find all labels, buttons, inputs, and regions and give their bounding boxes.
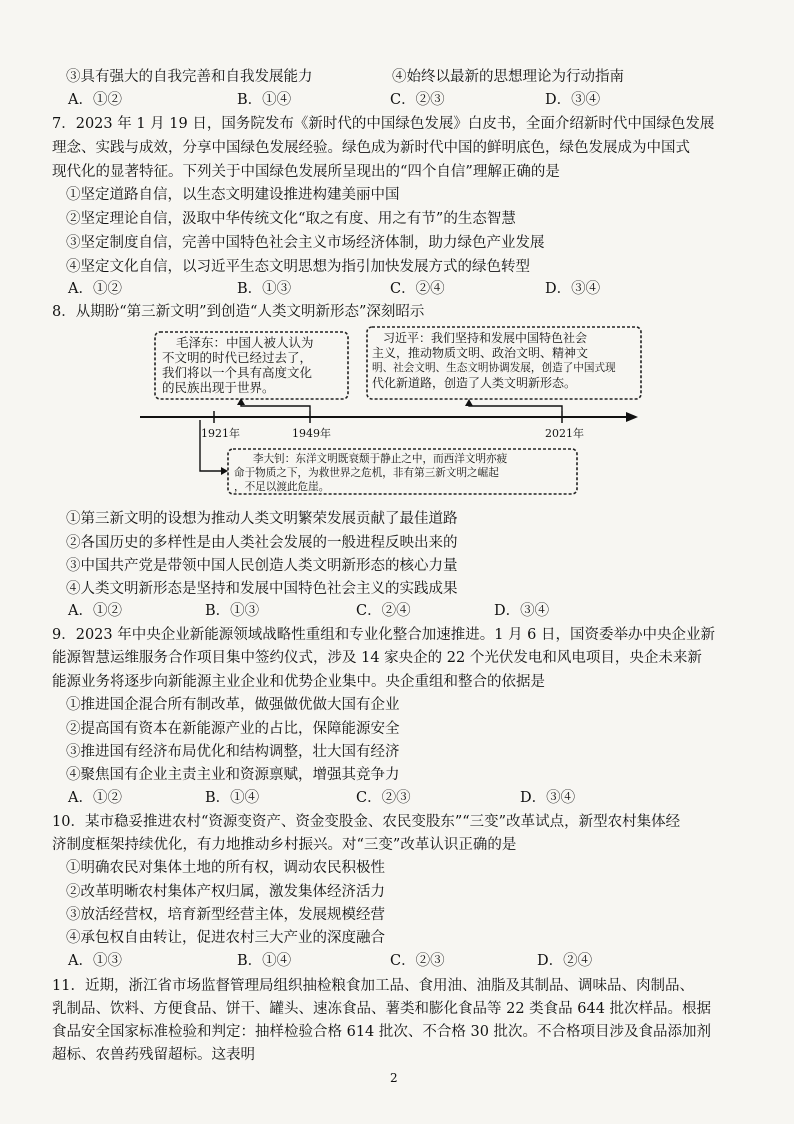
q7-choice-c: C．②④ (390, 281, 445, 297)
q10-option-2: ②改革明晰农村集体产权归属，激发集体经济活力 (66, 884, 385, 900)
q7-option-3: ③坚定制度自信，完善中国特色社会主义市场经济体制，助力绿色产业发展 (66, 235, 545, 251)
q9-stem-line-3: 能源业务将逐步向新能源主业企业和优势企业集中。央企重组和整合的依据是 (52, 674, 545, 690)
q10-choice-c: C．②③ (390, 953, 445, 969)
q7-option-1: ①坚定道路自信，以生态文明建设推进构建美丽中国 (66, 187, 400, 203)
q9-option-2: ②提高国有资本在新能源产业的占比，保障能源安全 (66, 721, 400, 737)
q7-choice-b: B．①③ (237, 281, 292, 297)
page-number: 2 (390, 1071, 398, 1085)
q8-choice-b: B．①③ (205, 603, 260, 619)
q9-stem-line-2: 能源智慧运维服务合作项目集中签约仪式，涉及 14 家央企的 22 个光伏发电和风电项目，央企未来新 (52, 650, 702, 666)
q6-option-4: ④始终以最新的思想理论为行动指南 (392, 69, 624, 85)
q8-xi-line-4: 代化新道路，创造了人类文明新形态。 (372, 376, 577, 390)
q7-option-4: ④坚定文化自信，以习近平生态文明思想为指引加快发展方式的绿色转型 (66, 259, 530, 275)
q11-stem-line-4: 超标、农兽药残留超标。这表明 (52, 1047, 255, 1063)
q10-option-3: ③放活经营权，培育新型经营主体，发展规模经营 (66, 907, 385, 923)
q7-stem-line-1: 7．2023 年 1 月 19 日，国务院发布《新时代的中国绿色发展》白皮书，全面介绍新时代中国绿色发展 (52, 116, 715, 132)
q8-mao-line-4: 的民族出现于世界。 (162, 380, 275, 395)
q7-stem-line-2: 理念、实践与成效，分享中国绿色发展经验。绿色成为新时代中国的鲜明底色，绿色发展成为中国式 (52, 140, 690, 156)
q6-choice-a: A．①② (68, 92, 122, 108)
q8-axis-arrowhead (626, 412, 638, 422)
q8-option-3: ③中国共产党是带领中国人民创造人类文明新形态的核心力量 (66, 558, 458, 574)
q9-option-3: ③推进国有经济布局优化和结构调整，壮大国有经济 (66, 744, 400, 760)
q8-arrow-li (221, 467, 228, 475)
q8-connector-2021 (469, 403, 562, 411)
q9-choice-b: B．①④ (205, 790, 260, 806)
q10-choice-a: A．①③ (68, 953, 122, 969)
q8-mao-line-1: 毛泽东：中国人被人认为 (176, 335, 314, 350)
q8-option-4: ④人类文明新形态是坚持和发展中国特色社会主义的实践成果 (66, 581, 458, 597)
q8-year-1949: 1949年 (292, 427, 331, 440)
q8-arrow-mao (237, 398, 245, 405)
q9-choice-a: A．①② (68, 790, 122, 806)
q9-option-1: ①推进国企混合所有制改革，做强做优做大国有企业 (66, 697, 400, 713)
q8-xi-line-2: 主义，推动物质文明、政治文明、精神文 (372, 346, 589, 360)
q10-option-1: ①明确农民对集体土地的所有权，调动农民积极性 (66, 860, 385, 876)
q8-choice-c: C．②④ (356, 603, 411, 619)
q8-mao-line-2: 不文明的时代已经过去了， (162, 350, 313, 365)
q8-li-line-2: 命于物质之下，为救世界之危机，非有第三新文明之崛起 (234, 467, 499, 479)
q8-arrow-xi (465, 399, 473, 406)
q10-choice-b: B．①④ (237, 953, 292, 969)
q9-choice-d: D．③④ (520, 790, 576, 806)
q8-option-2: ②各国历史的多样性是由人类社会发展的一般进程反映出来的 (66, 535, 458, 551)
q10-option-4: ④承包权自由转让，促进农村三大产业的深度融合 (66, 930, 385, 946)
q6-choice-c: C．②③ (390, 92, 445, 108)
q8-option-1: ①第三新文明的设想为推动人类文明繁荣发展贡献了最佳道路 (66, 511, 458, 527)
q7-choice-a: A．①② (68, 281, 122, 297)
q8-stem: 8．从期盼“第三新文明”到创造“人类文明新形态”深刻昭示 (52, 304, 425, 320)
q8-mao-line-3: 我们将以一个具有高度文化 (162, 365, 313, 380)
q9-stem-line-1: 9．2023 年中央企业新能源领域战略性重组和专业化整合加速推进。1 月 6 日，国资委举办中央企业新 (52, 627, 716, 643)
q8-li-line-1: 李大钊：东洋文明既衰颓于静止之中，而西洋文明亦疲 (253, 453, 508, 465)
q8-year-1921: 1921年 (201, 427, 240, 440)
q10-choice-d: D．②④ (537, 953, 593, 969)
q7-choice-d: D．③④ (545, 281, 601, 297)
q8-xi-line-3: 明、社会文明、生态文明协调发展，创造了中国式现 (372, 362, 616, 374)
q8-choice-d: D．③④ (494, 603, 550, 619)
q8-year-2021: 2021年 (545, 427, 584, 440)
q7-stem-line-3: 现代化的显著特征。下列关于中国绿色发展所呈现出的“四个自信”理解正确的是 (52, 164, 560, 180)
q11-stem-line-1: 11．近期，浙江省市场监督管理局组织抽检粮食加工品、食用油、油脂及其制品、调味品、肉制品、 (52, 978, 694, 994)
q9-option-4: ④聚焦国有企业主责主业和资源禀赋，增强其竞争力 (66, 767, 400, 783)
q7-option-2: ②坚定理论自信，汲取中华传统文化“取之有度、用之有节”的生态智慧 (66, 211, 516, 227)
q6-option-3: ③具有强大的自我完善和自我发展能力 (66, 69, 313, 85)
q11-stem-line-2: 乳制品、饮料、方便食品、饼干、罐头、速冻食品、薯类和膨化食品等 22 类食品 644 批次样品。根据 (52, 1001, 712, 1017)
q6-choice-b: B．①④ (237, 92, 292, 108)
q8-choice-a: A．①② (68, 603, 122, 619)
q8-connector-1949 (241, 402, 310, 411)
q6-choice-d: D．③④ (545, 92, 601, 108)
q11-stem-line-3: 食品安全国家标准检验和判定：抽样检验合格 614 批次、不合格 30 批次。不合格项目涉及食品添加剂 (52, 1024, 712, 1040)
q8-li-line-3: ，不足以渡此危崖。 (234, 481, 330, 493)
q9-choice-c: C．②③ (356, 790, 411, 806)
q10-stem-line-1: 10．某市稳妥推进农村“资源变资产、资金变股金、农民变股东”“三变”改革试点，新型农村集体经 (52, 814, 681, 830)
q8-xi-line-1: 习近平：我们坚持和发展中国特色社会 (383, 331, 588, 345)
q10-stem-line-2: 济制度框架持续优化，有力地推动乡村振兴。对“三变”改革认识正确的是 (52, 837, 517, 853)
